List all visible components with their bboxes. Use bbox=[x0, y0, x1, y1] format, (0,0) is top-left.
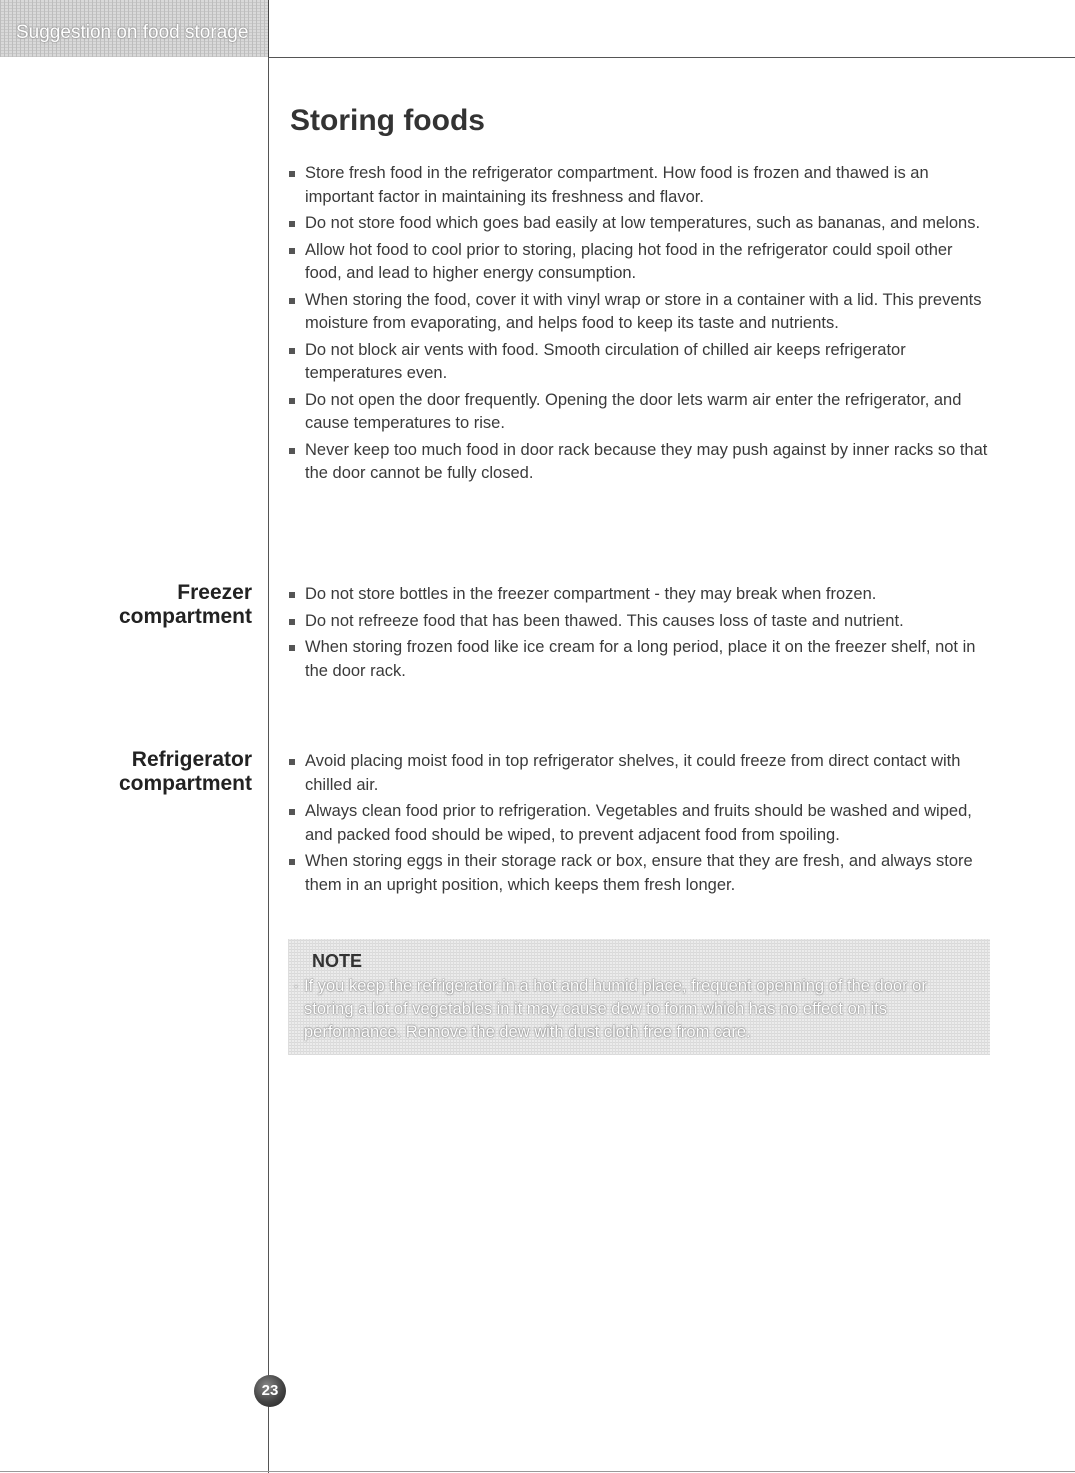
list-item bbox=[288, 289, 993, 336]
bullet-icon bbox=[289, 619, 295, 625]
list-item bbox=[288, 850, 993, 897]
list-item-text: When storing eggs in their storage rack or box, ensure that they are fresh, and always store them in an upright position, which keeps them fresh longer. bbox=[305, 852, 973, 894]
refrigerator-heading-line2: compartment bbox=[118, 772, 252, 795]
list-item-text: Do not store bottles in the freezer compartment - they may break when frozen. bbox=[305, 585, 877, 603]
bullet-icon bbox=[289, 248, 295, 254]
bullet-icon bbox=[289, 592, 295, 598]
list-item bbox=[288, 800, 993, 847]
list-item bbox=[288, 212, 993, 236]
bullet-icon bbox=[289, 809, 295, 815]
list-item-text: When storing the food, cover it with vinyl wrap or store in a container with a lid. This prevents moisture from evaporating, and helps food to keep its taste and nutrients. bbox=[305, 290, 982, 332]
note-text-block bbox=[288, 975, 973, 1044]
list-item-text: Never keep too much food in door rack because they may push against by inner racks so that the door cannot be fully closed. bbox=[305, 440, 988, 482]
list-item-text: Do not block air vents with food. Smooth circulation of chilled air keeps refrigerator temperatures even. bbox=[305, 340, 906, 382]
freezer-heading bbox=[119, 581, 252, 629]
list-item-text: Do not open the door frequently. Opening the door lets warm air enter the refrigerator, and cause temperatures to rise. bbox=[305, 390, 962, 432]
list-item bbox=[288, 162, 993, 209]
section-tab-label: Suggestion on food storage bbox=[16, 22, 249, 43]
column-divider bbox=[268, 57, 269, 1473]
bullet-icon bbox=[289, 171, 295, 177]
bullet-icon bbox=[289, 859, 295, 865]
bullet-icon bbox=[289, 348, 295, 354]
bullet-icon bbox=[289, 645, 295, 651]
list-item-text: Avoid placing moist food in top refrigerator shelves, it could freeze from direct contact with chilled air. bbox=[305, 752, 961, 794]
freezer-heading-line1: Freezer bbox=[177, 581, 252, 604]
list-item-text: Do not store food which goes bad easily at low temperatures, such as bananas, and melons. bbox=[305, 214, 981, 232]
refrigerator-heading-line1: Refrigerator bbox=[131, 748, 252, 771]
list-item bbox=[288, 239, 993, 286]
section-tab bbox=[0, 0, 269, 57]
note-box bbox=[288, 939, 990, 1055]
bullet-icon bbox=[289, 221, 295, 227]
refrigerator-list bbox=[288, 750, 993, 900]
footer-rule bbox=[0, 1471, 1075, 1472]
bullet-icon bbox=[289, 448, 295, 454]
note-bullet: · bbox=[293, 977, 299, 995]
list-item bbox=[288, 610, 993, 634]
list-item bbox=[288, 389, 993, 436]
list-item bbox=[288, 750, 993, 797]
list-item-text: Allow hot food to cool prior to storing, placing hot food in the refrigerator could spoil other food, and lead to higher energy consumption. bbox=[305, 240, 953, 282]
note-text: If you keep the refrigerator in a hot and humid place, frequent openning of the door or storing a lot of vegetables in it may cause dew to form which has no effect on its performance. Remove the dew with dust cloth free from care. bbox=[304, 977, 927, 1041]
bullet-icon bbox=[289, 759, 295, 765]
page-title: Storing foods bbox=[290, 104, 485, 137]
header-rule bbox=[268, 57, 1075, 58]
list-item bbox=[288, 583, 993, 607]
list-item-text: When storing frozen food like ice cream for a long period, place it on the freezer shelf, not in the door rack. bbox=[305, 638, 976, 680]
list-item-text: Always clean food prior to refrigeration. Vegetables and fruits should be washed and wiped, and packed food should be wiped, to prevent adjacent food from spoiling. bbox=[305, 802, 972, 844]
freezer-list bbox=[288, 583, 993, 686]
freezer-heading-line2: compartment bbox=[118, 605, 252, 628]
bullet-icon bbox=[289, 398, 295, 404]
list-item-text: Do not refreeze food that has been thawed. This causes loss of taste and nutrient. bbox=[305, 611, 904, 630]
list-item bbox=[288, 439, 993, 486]
list-item-text: Store fresh food in the refrigerator compartment. How food is frozen and thawed is an important factor in maintaining its freshness and flavor. bbox=[305, 164, 929, 206]
list-item bbox=[288, 636, 993, 683]
note-title: NOTE bbox=[312, 951, 363, 971]
storing-foods-list bbox=[288, 162, 993, 489]
bullet-icon bbox=[289, 298, 295, 304]
page-number-badge: 23 bbox=[254, 1375, 286, 1407]
refrigerator-heading bbox=[119, 748, 252, 796]
list-item bbox=[288, 339, 993, 386]
